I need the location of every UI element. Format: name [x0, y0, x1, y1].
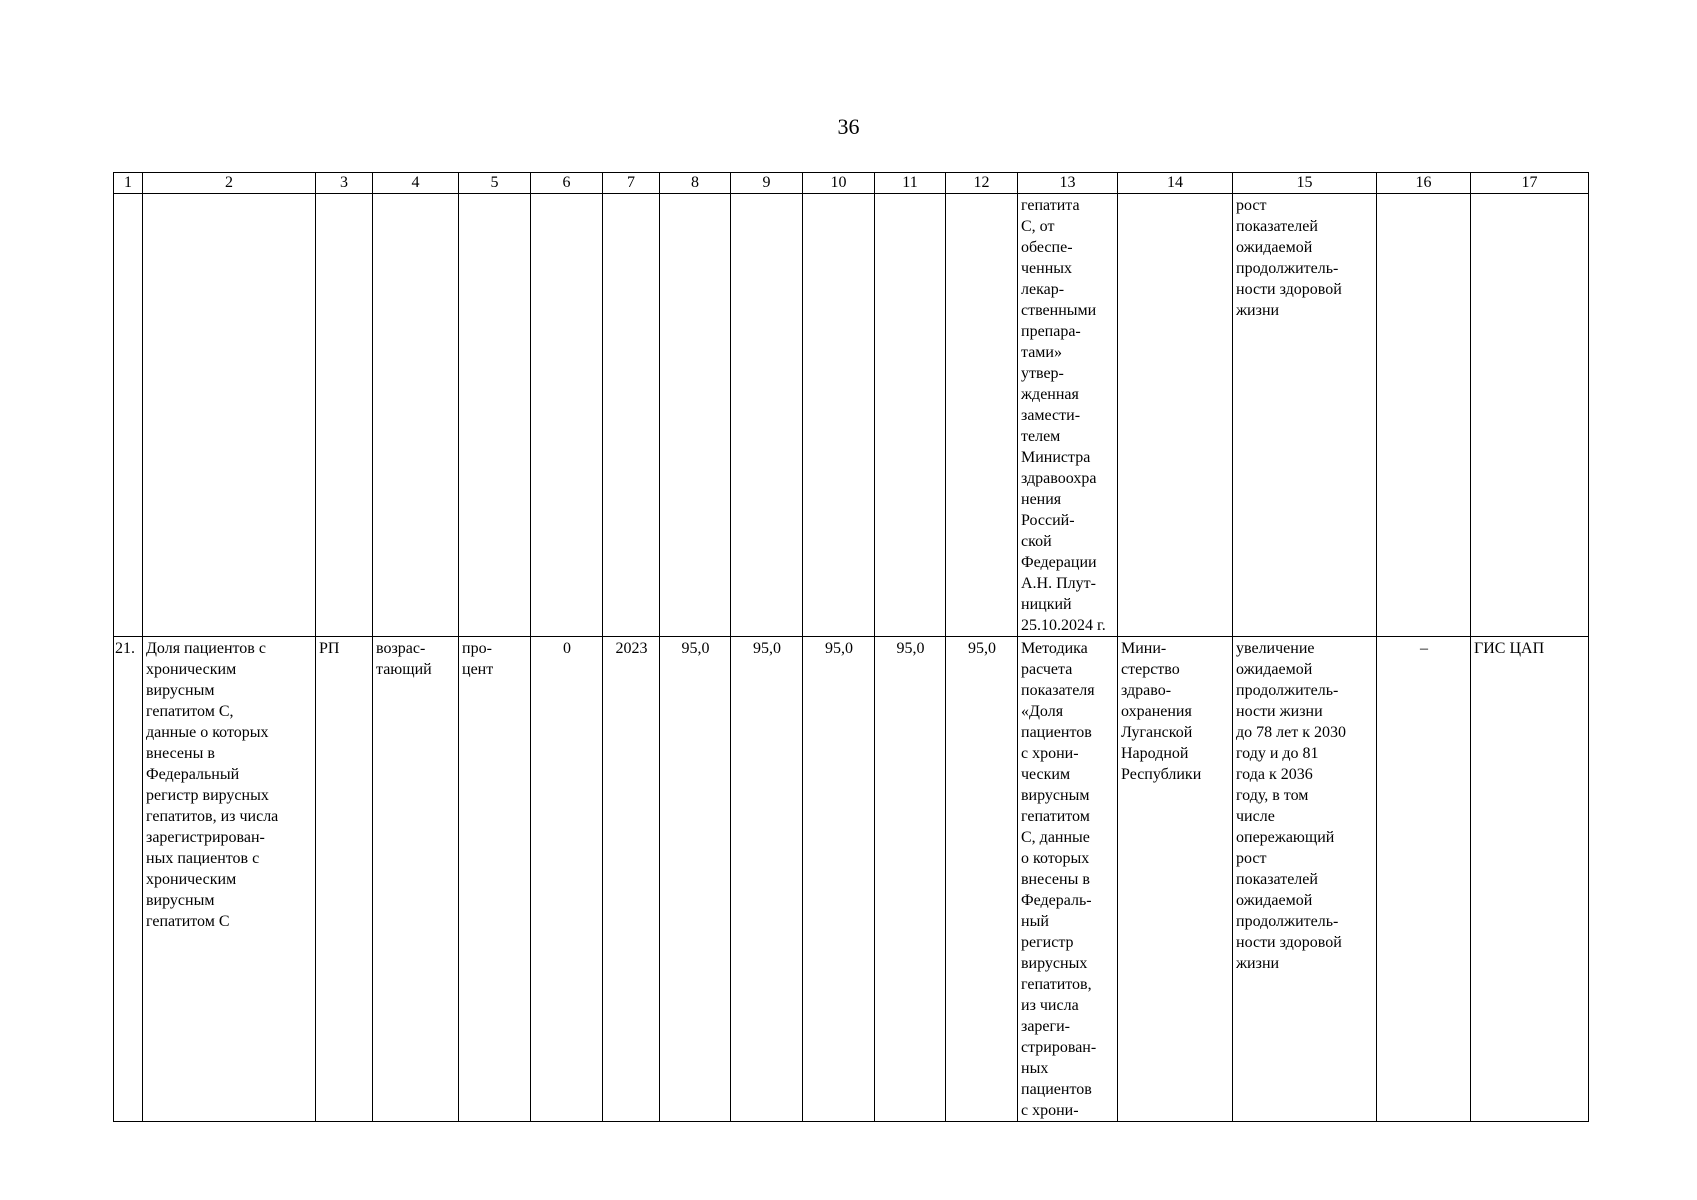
- table-cell: [603, 194, 660, 637]
- row-number: 21.: [114, 637, 143, 1122]
- column-header: 2: [143, 173, 316, 194]
- column-header: 5: [459, 173, 531, 194]
- column-header: 12: [946, 173, 1018, 194]
- column-header: 17: [1471, 173, 1589, 194]
- table-cell: [1118, 194, 1233, 637]
- column-header: 9: [731, 173, 803, 194]
- column-header: 3: [316, 173, 373, 194]
- table-cell: [803, 194, 875, 637]
- column-header: 1: [114, 173, 143, 194]
- table-cell: [731, 194, 803, 637]
- method-cell-continued: гепатита С, от обеспе- ченных лекар- ственными препара- тами» утвер- жденная замести- телем Министра здравоохра нения Россий- ской Федерации А.Н. Плут- ницкий 25.10.2024 г.: [1018, 194, 1118, 637]
- value-col-10: 95,0: [803, 637, 875, 1122]
- base-value: 0: [531, 637, 603, 1122]
- information-system: ГИС ЦАП: [1471, 637, 1589, 1122]
- value-col-8: 95,0: [660, 637, 731, 1122]
- table-cell: [875, 194, 946, 637]
- indicator-level: РП: [316, 637, 373, 1122]
- table-cell: [531, 194, 603, 637]
- column-header: 14: [1118, 173, 1233, 194]
- column-header: 8: [660, 173, 731, 194]
- table-row-21: [114, 637, 1589, 1122]
- table-cell: [373, 194, 459, 637]
- table-cell: [946, 194, 1018, 637]
- indicator-trend: возрас- тающий: [373, 637, 459, 1122]
- national-goal-link: увеличение ожидаемой продолжитель- ности жизни до 78 лет к 2030 году и до 81 года к 2036 году, в том числе опережающий рост показателей ожидаемой продолжитель- ности здоровой жизни: [1233, 637, 1377, 1122]
- continued-row: [114, 194, 1589, 637]
- table-cell: [1471, 194, 1589, 637]
- table-cell: [114, 194, 143, 637]
- column-header: 10: [803, 173, 875, 194]
- goal-cell-continued: рост показателей ожидаемой продолжитель- ности здоровой жизни: [1233, 194, 1377, 637]
- column-header: 13: [1018, 173, 1118, 194]
- unit-of-measure: про- цент: [459, 637, 531, 1122]
- value-col-12: 95,0: [946, 637, 1018, 1122]
- column-header: 15: [1233, 173, 1377, 194]
- table-cell: [1377, 194, 1471, 637]
- column-numbers-row: [114, 173, 1589, 194]
- page-number: 36: [837, 114, 860, 139]
- column-header: 4: [373, 173, 459, 194]
- table-cell: [316, 194, 373, 637]
- value-col-9: 95,0: [731, 637, 803, 1122]
- column-header: 6: [531, 173, 603, 194]
- indicator-table: [113, 172, 1589, 1122]
- base-year: 2023: [603, 637, 660, 1122]
- responsible-body: Мини- стерство здраво- охранения Луганской Народной Республики: [1118, 637, 1233, 1122]
- column-header: 7: [603, 173, 660, 194]
- table-cell: [143, 194, 316, 637]
- col-16-value: –: [1377, 637, 1471, 1122]
- table-cell: [459, 194, 531, 637]
- value-col-11: 95,0: [875, 637, 946, 1122]
- calculation-method: Методика расчета показателя «Доля пациентов с хрони- ческим вирусным гепатитом С, данные о которых внесены в Федераль- ный регистр вирусных гепатитов, из числа зареги- стрирован- ных пациентов с хрони-: [1018, 637, 1118, 1122]
- indicator-name: Доля пациентов с хроническим вирусным гепатитом С, данные о которых внесены в Федеральный регистр вирусных гепатитов, из числа зарегистрирован- ных пациентов с хроническим вирусным гепатитом С: [143, 637, 316, 1122]
- column-header: 11: [875, 173, 946, 194]
- column-header: 16: [1377, 173, 1471, 194]
- table-cell: [660, 194, 731, 637]
